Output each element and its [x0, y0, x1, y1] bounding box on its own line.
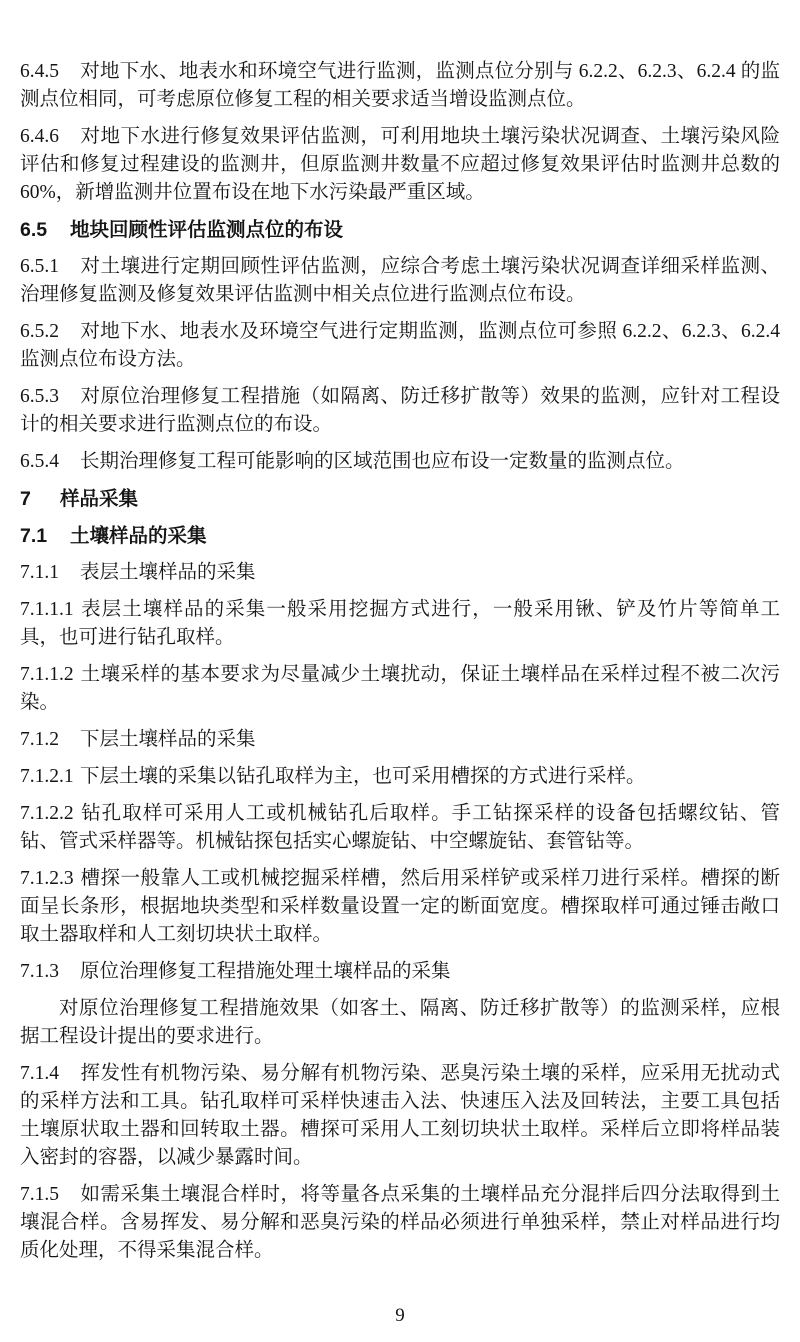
- clause-6-5-2: [20, 318, 780, 374]
- clause-7-1-5: [20, 1181, 780, 1265]
- clause-text: 下层土壤的采集以钻孔取样为主，也可采用槽探的方式进行采样。: [80, 766, 646, 787]
- clause-6-4-6: [20, 123, 780, 207]
- clause-text: 对土壤进行定期回顾性评估监测，应综合考虑土壤污染状况调查详细采样监测、治理修复监测及修复效果评估监测中相关点位进行监测点位布设。: [20, 256, 780, 305]
- clause-text: 表层土壤样品的采集: [80, 562, 256, 583]
- clause-number: 7.1.4: [20, 1063, 59, 1084]
- clause-text: 对原位治理修复工程措施（如隔离、防迁移扩散等）效果的监测，应针对工程设计的相关要求进行监测点位的布设。: [20, 386, 780, 435]
- heading-text: 样品采集: [60, 488, 139, 510]
- clause-6-4-5: [20, 58, 780, 114]
- clause-number: 6.5.3: [20, 386, 59, 407]
- clause-number: 7.1.2: [20, 729, 59, 750]
- section-heading-7: [20, 485, 780, 513]
- clause-text: 对地下水、地表水及环境空气进行定期监测，监测点位可参照 6.2.2、6.2.3、6.2.4 监测点位布设方法。: [20, 321, 780, 370]
- clause-number: 7.1.2.2: [20, 803, 74, 824]
- clause-number: 7.1.2.1: [20, 766, 74, 787]
- clause-6-5-1: [20, 253, 780, 309]
- heading-number: 7.1: [20, 525, 48, 547]
- heading-text: 地块回顾性评估监测点位的布设: [70, 219, 344, 241]
- clause-7-1-2-1: [20, 763, 780, 791]
- clause-number: 6.4.5: [20, 61, 59, 82]
- clause-6-5-4: [20, 448, 780, 476]
- clause-text: 对地下水、地表水和环境空气进行监测，监测点位分别与 6.2.2、6.2.3、6.2.4 的监测点位相同，可考虑原位修复工程的相关要求适当增设监测点位。: [20, 61, 780, 110]
- clause-number: 6.5.4: [20, 451, 59, 472]
- clause-number: 7.1.1: [20, 562, 59, 583]
- clause-number: 6.5.2: [20, 321, 59, 342]
- clause-number: 7.1.5: [20, 1184, 59, 1205]
- heading-number: 6.5: [20, 219, 48, 241]
- subsection-heading-7-1: [20, 522, 780, 550]
- clause-text: 挥发性有机物污染、易分解有机物污染、恶臭污染土壤的采样，应采用无扰动式的采样方法和工具。钻孔取样可采样快速击入法、快速压入法及回转法，主要工具包括土壤原状取土器和回转取土器。槽探可采用人工刻切块状土取样。采样后立即将样品装入密封的容器，以减少暴露时间。: [20, 1063, 780, 1168]
- clause-text: 土壤采样的基本要求为尽量减少土壤扰动，保证土壤样品在采样过程不被二次污染。: [20, 664, 780, 713]
- clause-number: 7.1.3: [20, 961, 59, 982]
- clause-7-1-2-2: [20, 800, 780, 856]
- clause-text: 原位治理修复工程措施处理土壤样品的采集: [80, 961, 451, 982]
- clause-7-1-4: [20, 1060, 780, 1172]
- clause-number: 7.1.1.1: [20, 599, 74, 620]
- clause-7-1-1-2: [20, 661, 780, 717]
- clause-number: 7.1.2.3: [20, 868, 74, 889]
- clause-text: 如需采集土壤混合样时，将等量各点采集的土壤样品充分混拌后四分法取得到土壤混合样。含易挥发、易分解和恶臭污染的样品必须进行单独采样，禁止对样品进行均质化处理，不得采集混合样。: [20, 1184, 780, 1261]
- clause-text: 表层土壤样品的采集一般采用挖掘方式进行，一般采用锹、铲及竹片等简单工具，也可进行钻孔取样。: [20, 599, 780, 648]
- heading-number: 7: [20, 488, 31, 510]
- heading-text: 土壤样品的采集: [70, 525, 207, 547]
- clause-text: 槽探一般靠人工或机械挖掘采样槽，然后用采样铲或采样刀进行采样。槽探的断面呈长条形，根据地块类型和采样数量设置一定的断面宽度。槽探取样可通过锤击敞口取土器取样和人工刻切块状土取样。: [20, 868, 780, 945]
- clause-text: 钻孔取样可采用人工或机械钻孔后取样。手工钻探采样的设备包括螺纹钻、管钻、管式采样器等。机械钻探包括实心螺旋钻、中空螺旋钻、套管钻等。: [20, 803, 780, 852]
- clause-number: 7.1.1.2: [20, 664, 74, 685]
- body-paragraph-7-1-3: [20, 995, 780, 1051]
- clause-number: 6.5.1: [20, 256, 59, 277]
- subsection-heading-6-5: [20, 216, 780, 244]
- clause-7-1-2-3: [20, 865, 780, 949]
- page-number: 9: [395, 1305, 405, 1326]
- clause-7-1-2: [20, 726, 780, 754]
- clause-number: 6.4.6: [20, 126, 59, 147]
- clause-7-1-3: [20, 958, 780, 986]
- clause-text: 下层土壤样品的采集: [80, 729, 256, 750]
- clause-6-5-3: [20, 383, 780, 439]
- clause-7-1-1-1: [20, 596, 780, 652]
- clause-text: 长期治理修复工程可能影响的区域范围也应布设一定数量的监测点位。: [80, 451, 685, 472]
- paragraph-text: 对原位治理修复工程措施效果（如客土、隔离、防迁移扩散等）的监测采样，应根据工程设计提出的要求进行。: [20, 998, 780, 1047]
- clause-7-1-1: [20, 559, 780, 587]
- clause-text: 对地下水进行修复效果评估监测，可利用地块土壤污染状况调查、土壤污染风险评估和修复过程建设的监测井，但原监测井数量不应超过修复效果评估时监测井总数的60%，新增监测井位置布设在地下水污染最严重区域。: [20, 126, 780, 203]
